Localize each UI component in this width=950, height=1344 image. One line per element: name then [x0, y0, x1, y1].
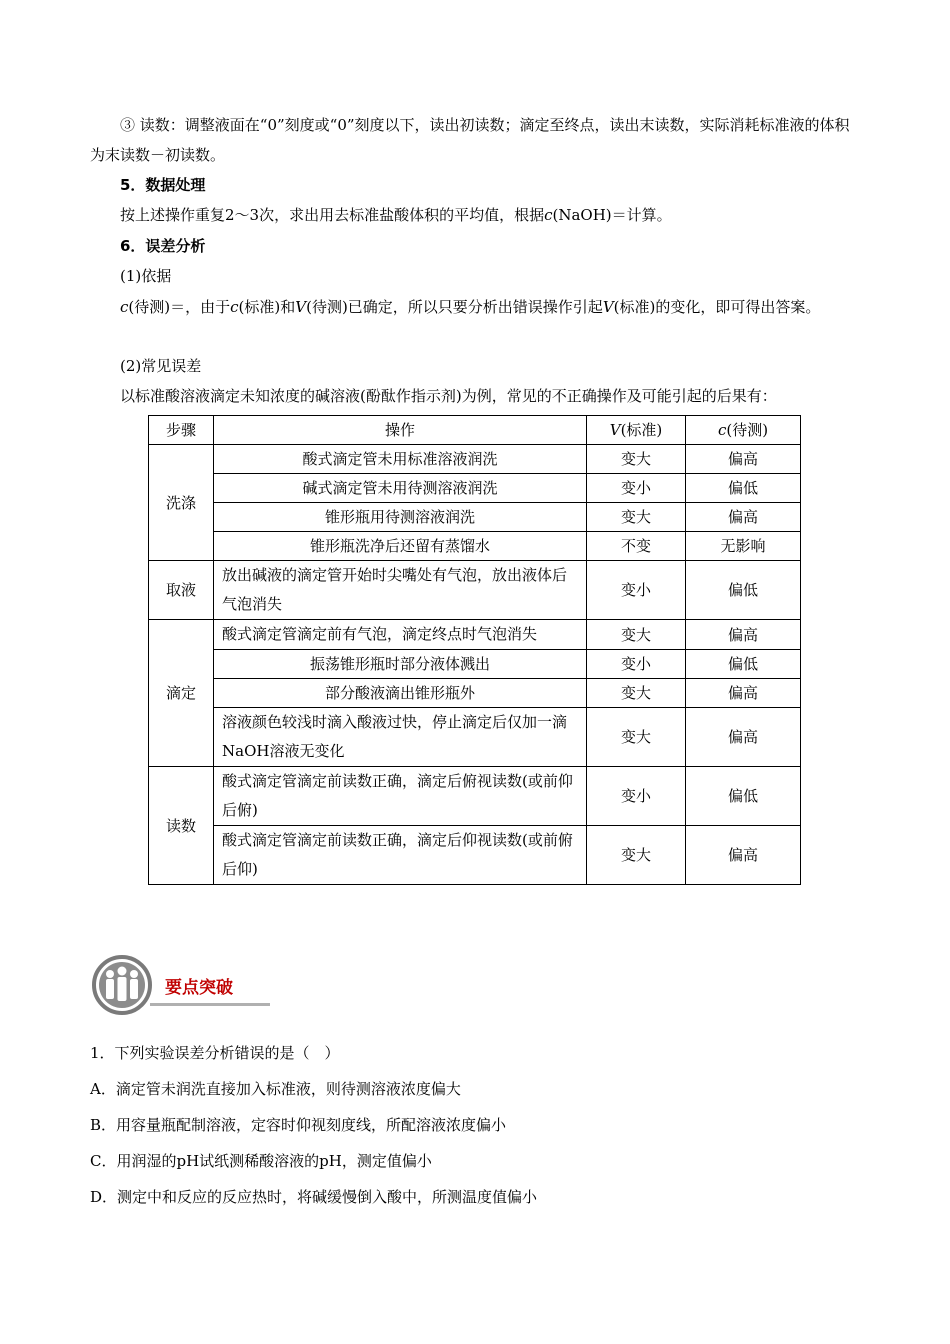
formula-rest: (NaOH)＝计算。: [552, 206, 672, 224]
op-cell: 锥形瓶洗净后还留有蒸馏水: [214, 532, 587, 561]
question-stem: 1．下列实验误差分析错误的是（ ）: [90, 1044, 340, 1062]
header-c-symbol: c: [717, 421, 727, 439]
op-cell: 放出碱液的滴定管开始时尖嘴处有气泡，放出液体后气泡消失: [214, 561, 587, 620]
c-cell: 偏高: [686, 826, 801, 885]
op-cell: 锥形瓶用待测溶液润洗: [214, 503, 587, 532]
step-cell: 滴定: [149, 620, 214, 767]
table-row: [149, 474, 801, 503]
c-cell: 无影响: [686, 532, 801, 561]
basis-part: V: [295, 298, 307, 316]
people-group-icon: [90, 955, 154, 1015]
question-option-b: B．用容量瓶配制溶液，定容时仰视刻度线，所配溶液浓度偏小: [90, 1116, 507, 1134]
table-row: [149, 503, 801, 532]
formula-c: c: [544, 206, 553, 224]
header-v-label: (标准): [620, 421, 663, 439]
c-cell: 偏高: [686, 620, 801, 650]
v-cell: 变小: [587, 561, 686, 620]
v-cell: 变小: [587, 650, 686, 679]
banner-underline: [150, 1003, 270, 1006]
op-cell: 溶液颜色较浅时滴入酸液过快，停止滴定后仅加一滴NaOH溶液无变化: [214, 708, 587, 767]
c-cell: 偏低: [686, 561, 801, 620]
step-cell: 读数: [149, 767, 214, 885]
header-op: 操作: [214, 416, 587, 445]
section5-heading: 5．数据处理: [120, 176, 206, 194]
section5-text: [120, 200, 672, 230]
v-cell: 变大: [587, 503, 686, 532]
c-cell: 偏低: [686, 650, 801, 679]
section6-sub2: (2)常见误差: [120, 357, 202, 375]
section6-basis: [90, 292, 862, 322]
op-cell: 振荡锥形瓶时部分液体溅出: [214, 650, 587, 679]
step-cell: 洗涤: [149, 445, 214, 561]
section6-sub1: (1)依据: [120, 267, 172, 285]
banner-title: 要点突破: [165, 978, 233, 998]
table-row: [149, 826, 801, 885]
c-cell: 偏低: [686, 767, 801, 826]
op-cell: 酸式滴定管滴定前读数正确，滴定后仰视读数(或前俯后仰): [214, 826, 587, 885]
basis-part: (待测)＝，由于: [128, 298, 231, 316]
op-cell: 酸式滴定管未用标准溶液润洗: [214, 445, 587, 474]
header-step: 步骤: [149, 416, 214, 445]
table-row: [149, 561, 801, 620]
op-cell: 碱式滴定管未用待测溶液润洗: [214, 474, 587, 503]
v-cell: 变小: [587, 767, 686, 826]
question-option-a: A．滴定管未润洗直接加入标准液，则待测溶液浓度偏大: [90, 1080, 461, 1098]
v-cell: 不变: [587, 532, 686, 561]
basis-part: c: [120, 298, 129, 316]
table-row: [149, 767, 801, 826]
op-cell: 部分酸液滴出锥形瓶外: [214, 679, 587, 708]
step-cell: 取液: [149, 561, 214, 620]
basis-part: (标准)和: [238, 298, 296, 316]
c-cell: 偏高: [686, 503, 801, 532]
c-cell: 偏高: [686, 708, 801, 767]
v-cell: 变大: [587, 826, 686, 885]
basis-part: V: [602, 298, 614, 316]
section5-text-before: 按上述操作重复2～3次，求出用去标准盐酸体积的平均值，根据: [120, 206, 545, 224]
header-c: [686, 416, 801, 445]
basis-part: c: [230, 298, 239, 316]
table-row: [149, 708, 801, 767]
c-cell: 偏高: [686, 679, 801, 708]
question-option-d: D．测定中和反应的反应热时，将碱缓慢倒入酸中，所测温度值偏小: [90, 1188, 538, 1206]
step3-text: 读数：调整液面在“0”刻度或“0”刻度以下，读出初读数；滴定至终点，读出末读数，实际消耗标准液的体积为末读数－初读数。: [90, 116, 850, 164]
error-analysis-table: [148, 415, 801, 885]
header-v: [587, 416, 686, 445]
v-cell: 变大: [587, 445, 686, 474]
table-row: [149, 445, 801, 474]
question-option-c: C．用润湿的pH试纸测稀酸溶液的pH，测定值偏小: [90, 1152, 432, 1170]
v-cell: 变大: [587, 708, 686, 767]
v-cell: 变小: [587, 474, 686, 503]
table-row: [149, 679, 801, 708]
basis-part: (标准)的变化，即可得出答案。: [613, 298, 821, 316]
table-header-row: [149, 416, 801, 445]
step3-paragraph: [90, 110, 862, 170]
table-row: [149, 620, 801, 650]
section6-intro: 以标准酸溶液滴定未知浓度的碱溶液(酚酞作指示剂)为例，常见的不正确操作及可能引起的后果有：: [120, 387, 777, 405]
header-v-symbol: V: [609, 421, 621, 439]
c-cell: 偏高: [686, 445, 801, 474]
op-cell: 酸式滴定管滴定前读数正确，滴定后俯视读数(或前仰后俯): [214, 767, 587, 826]
v-cell: 变大: [587, 620, 686, 650]
c-cell: 偏低: [686, 474, 801, 503]
step3-marker: ③: [120, 116, 136, 134]
op-cell: 酸式滴定管滴定前有气泡，滴定终点时气泡消失: [214, 620, 587, 650]
v-cell: 变大: [587, 679, 686, 708]
section6-heading: 6．误差分析: [120, 237, 206, 255]
basis-part: (待测)已确定，所以只要分析出错误操作引起: [306, 298, 603, 316]
table-row: [149, 650, 801, 679]
table-row: [149, 532, 801, 561]
header-c-label: (待测): [726, 421, 769, 439]
